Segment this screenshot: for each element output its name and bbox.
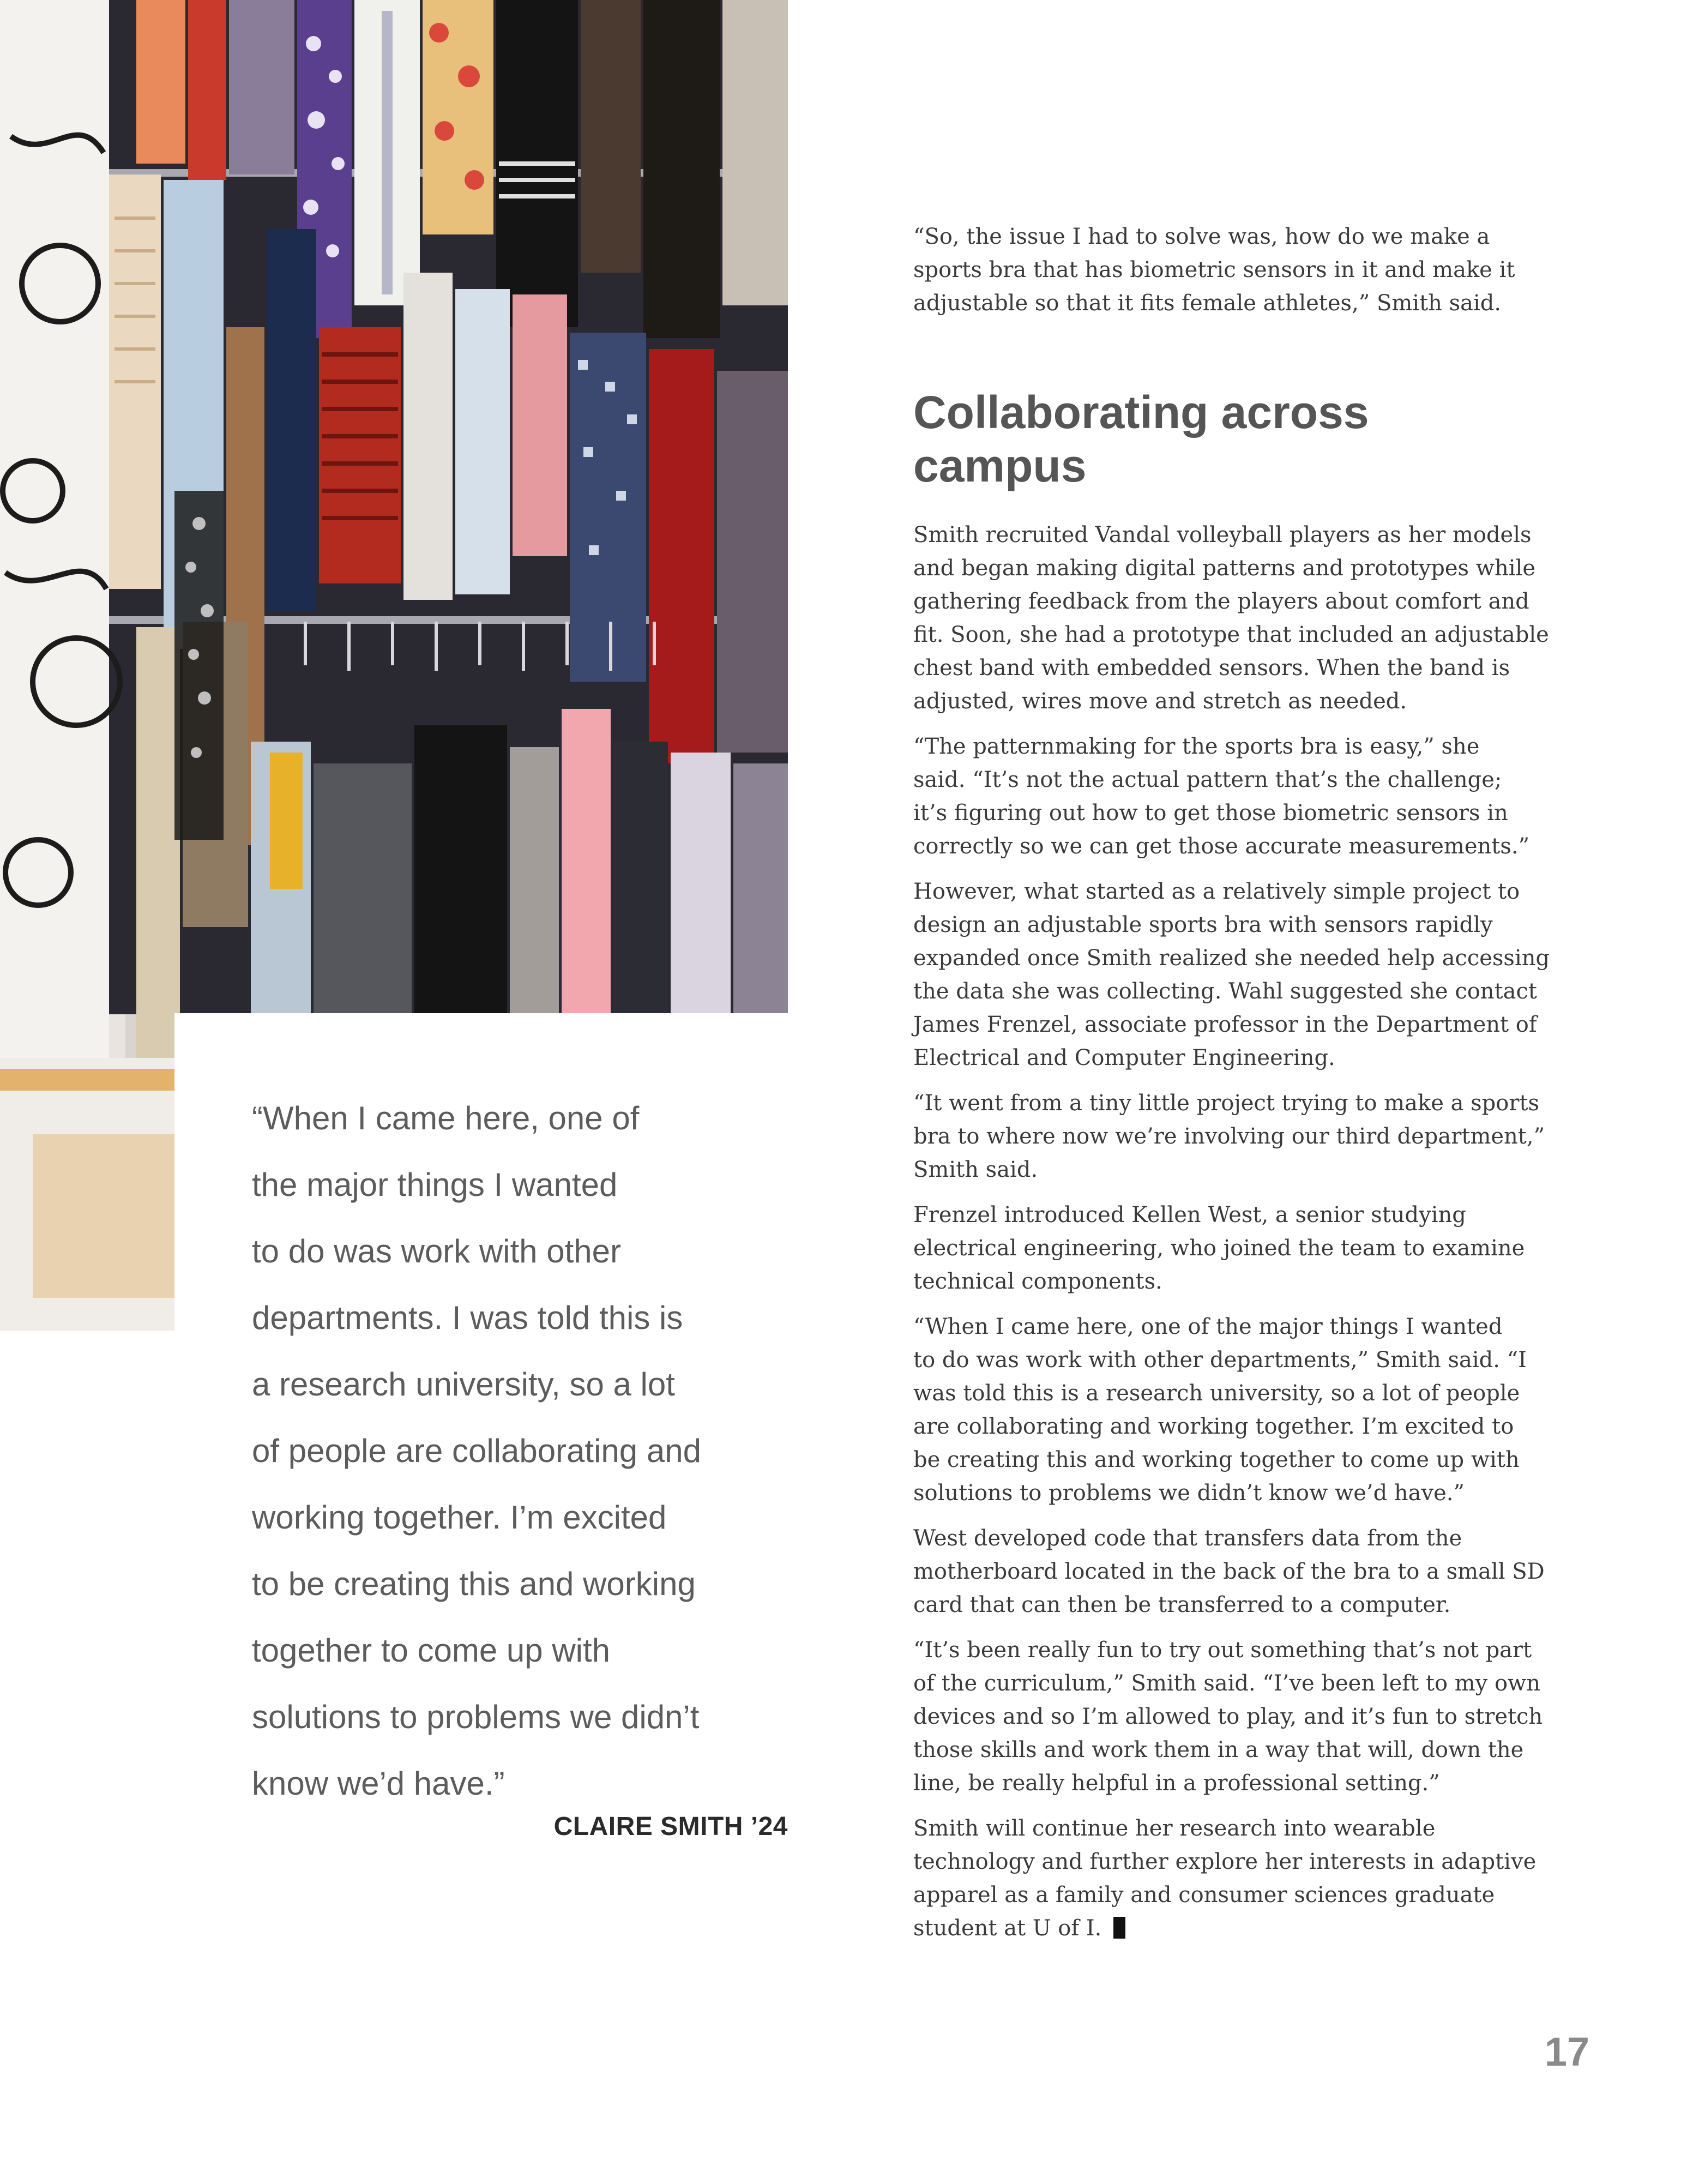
text-line: Smith said.	[913, 1157, 1038, 1182]
text-line: electrical engineering, who joined the team to examine	[913, 1236, 1525, 1261]
text-line: James Frenzel, associate professor in the Department of	[913, 1012, 1537, 1037]
pull-quote-line: solutions to problems we didn’t	[252, 1699, 700, 1735]
pull-quote-attribution: CLAIRE SMITH ’24	[553, 1812, 788, 1841]
text-line: adjusted, wires move and stretch as needed.	[913, 689, 1407, 714]
text-line: “When I came here, one of the major things I wanted	[913, 1314, 1503, 1339]
text-line: said. “It’s not the actual pattern that’s the challenge;	[913, 767, 1502, 792]
text-line: technical components.	[913, 1269, 1162, 1294]
final-paragraph	[913, 1812, 1535, 1945]
text-line: Smith recruited Vandal volleyball players as her models	[913, 522, 1532, 547]
text-line: card that can then be transferred to a computer.	[913, 1592, 1451, 1617]
body-paragraph	[913, 1634, 1543, 1800]
text-line: design an adjustable sports bra with sensors rapidly	[913, 912, 1493, 937]
body-paragraph	[913, 1522, 1545, 1622]
pull-quote-line: of people are collaborating and	[252, 1433, 701, 1469]
text-line: Electrical and Computer Engineering.	[913, 1045, 1335, 1070]
pull-quote-line: together to come up with	[252, 1632, 611, 1669]
body-paragraph	[913, 1310, 1535, 1510]
pull-quote-line: “When I came here, one of	[252, 1100, 640, 1136]
intro-paragraph	[913, 220, 1535, 320]
pull-quote-line: a research university, so a lot	[252, 1366, 675, 1403]
text-line: expanded once Smith realized she needed help accessing	[913, 946, 1550, 971]
text-line: be creating this and working together to come up with	[913, 1447, 1520, 1472]
heading-line: campus	[913, 440, 1087, 491]
text-line: chest band with embedded sensors. When the band is	[913, 655, 1510, 681]
text-line: to do was work with other departments,” Smith said. “I	[913, 1347, 1527, 1373]
text-line: technology and further explore her interests in adaptive	[913, 1849, 1537, 1874]
pull-quote-line: departments. I was told this is	[252, 1299, 683, 1336]
text-line: student at U of I.	[913, 1916, 1102, 1941]
text-line: solutions to problems we didn’t know we’d have.”	[913, 1481, 1465, 1506]
text-line: motherboard located in the back of the bra to a small SD	[913, 1559, 1545, 1584]
text-line: bra to where now we’re involving our third department,”	[913, 1124, 1545, 1149]
text-line: was told this is a research university, so a lot of people	[913, 1381, 1520, 1406]
text-line: the data she was collecting. Wahl suggested she contact	[913, 979, 1537, 1004]
text-line: Frenzel introduced Kellen West, a senior studying	[913, 1202, 1466, 1228]
end-mark-icon	[1113, 1917, 1125, 1939]
text-line: gathering feedback from the players about comfort and	[913, 589, 1529, 614]
text-line: are collaborating and working together. I’m excited to	[913, 1414, 1514, 1439]
pull-quote-line: to do was work with other	[252, 1233, 621, 1270]
pull-quote-line: to be creating this and working	[252, 1566, 696, 1602]
section-heading	[913, 386, 1535, 492]
page-number: 17	[1544, 2029, 1589, 2074]
text-line: “It’s been really fun to try out something that’s not part	[913, 1638, 1532, 1663]
text-line: it’s figuring out how to get those biometric sensors in	[913, 801, 1508, 826]
text-line: West developed code that transfers data from the	[913, 1526, 1462, 1551]
text-line: adjustable so that it fits female athletes,” Smith said.	[913, 291, 1502, 316]
text-line: Smith will continue her research into wearable	[913, 1816, 1436, 1841]
text-line: However, what started as a relatively simple project to	[913, 879, 1520, 904]
pull-quote-line: the major things I wanted	[252, 1166, 618, 1203]
text-line: “The patternmaking for the sports bra is easy,” she	[913, 734, 1480, 759]
text-line: of the curriculum,” Smith said. “I’ve been left to my own	[913, 1671, 1541, 1696]
body-paragraph	[913, 730, 1535, 863]
text-line: fit. Soon, she had a prototype that included an adjustable	[913, 622, 1549, 647]
pull-quote	[252, 1085, 797, 1817]
text-line: devices and so I’m allowed to play, and it’s fun to stretch	[913, 1704, 1543, 1729]
text-line: those skills and work them in a way that will, down the	[913, 1737, 1524, 1762]
heading-line: Collaborating across	[913, 387, 1369, 438]
body-paragraph	[913, 1087, 1545, 1187]
text-line: apparel as a family and consumer sciences graduate	[913, 1882, 1495, 1908]
text-line: correctly so we can get those accurate measurements.”	[913, 834, 1530, 859]
text-line: and began making digital patterns and prototypes while	[913, 556, 1535, 581]
text-line: “It went from a tiny little project trying to make a sports	[913, 1091, 1540, 1116]
text-line-with-end-mark	[913, 1912, 1535, 1945]
body-paragraph	[913, 875, 1550, 1075]
body-paragraph	[913, 519, 1549, 718]
text-line: line, be really helpful in a professional setting.”	[913, 1771, 1440, 1796]
article-column	[913, 220, 1550, 1957]
pull-quote-line: working together. I’m excited	[252, 1499, 667, 1536]
pull-quote-line: know we’d have.”	[252, 1765, 505, 1802]
text-line: “So, the issue I had to solve was, how do we make a	[913, 224, 1490, 249]
text-line: sports bra that has biometric sensors in it and make it	[913, 257, 1515, 282]
body-paragraph	[913, 1199, 1535, 1298]
